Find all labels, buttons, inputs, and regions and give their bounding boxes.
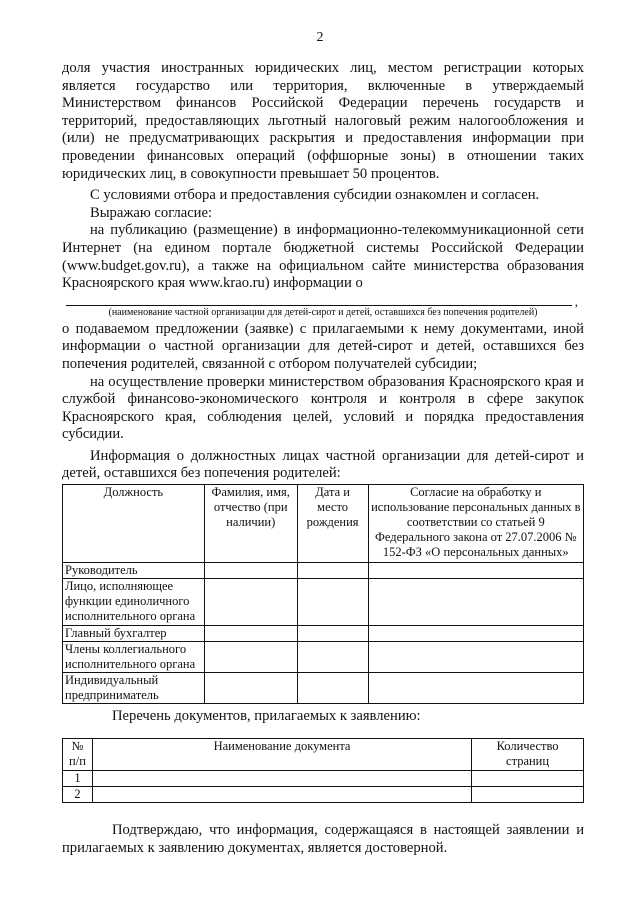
table-row	[63, 787, 584, 803]
table-row	[63, 626, 584, 642]
table-row	[63, 673, 584, 704]
cell-empty[interactable]	[472, 771, 584, 787]
paragraph-consent-heading: Выражаю согласие:	[90, 204, 213, 221]
paragraph-documents-intro: Перечень документов, прилагаемых к заявлению:	[112, 708, 421, 724]
cell-empty[interactable]	[368, 579, 583, 626]
table-row	[63, 642, 584, 673]
cell-empty[interactable]	[297, 642, 368, 673]
cell-empty[interactable]	[297, 579, 368, 626]
paragraph-conditions-acknowledged: С условиями отбора и предоставления субсидии ознакомлен и согласен.	[90, 187, 540, 204]
officials-table	[62, 484, 584, 704]
header-full-name: Фамилия, имя, отчество (при наличии)	[204, 485, 297, 563]
row-position: Руководитель	[63, 563, 205, 579]
paragraph-proposal-info: о подаваемом предложении (заявке) с прилагаемыми к нему документами, иной информации о частной организации для детей-сирот и детей, оставшихся без попечения родителей, связанной с отбором получателей субсидии;	[62, 320, 584, 372]
paragraph-confirmation: Подтверждаю, что информация, содержащаяся в настоящей заявлении и прилагаемых к заявлению документах, является достоверной.	[62, 822, 584, 856]
cell-empty[interactable]	[297, 563, 368, 579]
cell-empty[interactable]	[204, 579, 297, 626]
paragraph-officials-intro: Информация о должностных лицах частной организации для детей-сирот и детей, оставшихся без попечения родителей:	[62, 447, 584, 482]
header-position: Должность	[63, 485, 205, 563]
table-row	[63, 579, 584, 626]
row-position: Лицо, исполняющее функции единоличного исполнительного органа	[63, 579, 205, 626]
cell-empty[interactable]	[297, 626, 368, 642]
cell-empty[interactable]	[204, 673, 297, 704]
header-page-count: Количество страниц	[472, 739, 584, 771]
documents-table-header	[63, 739, 584, 771]
row-position: Члены коллегиального исполнительного органа	[63, 642, 205, 673]
header-document-name: Наименование документа	[92, 739, 471, 771]
row-number: 2	[63, 787, 93, 803]
cell-empty[interactable]	[92, 771, 471, 787]
organization-name-caption: (наименование частной организации для детей-сирот и детей, оставшихся без попечения родителей)	[108, 306, 538, 318]
cell-empty[interactable]	[92, 787, 471, 803]
cell-empty[interactable]	[368, 642, 583, 673]
row-number: 1	[63, 771, 93, 787]
document-body	[62, 60, 584, 483]
cell-empty[interactable]	[204, 626, 297, 642]
officials-table-header	[63, 485, 584, 563]
header-birth: Дата и место рождения	[297, 485, 368, 563]
paragraph-consent-inspection: на осуществление проверки министерством образования Красноярского края и службой финансово-экономического контроля и контроля в сфере закупок Красноярского края, соблюдения целей, условий и порядка предоставления субсидии.	[62, 373, 584, 443]
header-consent: Согласие на обработку и использование персональных данных в соответствии со статьей 9 Федерального закона от 27.07.2006 № 152-ФЗ «О персональных данных»	[368, 485, 583, 563]
line-comma: ,	[574, 293, 578, 309]
documents-table	[62, 738, 584, 803]
table-row	[63, 771, 584, 787]
cell-empty[interactable]	[368, 673, 583, 704]
cell-empty[interactable]	[204, 642, 297, 673]
cell-empty[interactable]	[204, 563, 297, 579]
cell-empty[interactable]	[368, 626, 583, 642]
cell-empty[interactable]	[297, 673, 368, 704]
cell-empty[interactable]	[472, 787, 584, 803]
cell-empty[interactable]	[368, 563, 583, 579]
header-number: № п/п	[63, 739, 93, 771]
page-number: 2	[316, 30, 324, 45]
table-row	[63, 563, 584, 579]
paragraph-consent-publication: на публикацию (размещение) в информационно-телекоммуникационной сети Интернет (на едином портале бюджетной системы Российской Федерации (www.budget.gov.ru), а также на официальном сайте министерства образования Красноярского края www.krao.ru) информации о	[62, 222, 584, 292]
row-position: Индивидуальный предприниматель	[63, 673, 205, 704]
row-position: Главный бухгалтер	[63, 626, 205, 642]
paragraph-offshore-share: доля участия иностранных юридических лиц, местом регистрации которых является государство или территория, включенные в утверждаемый Министерством финансов Российской Федерации перечень государств и территорий, предоставляющих льготный налоговый режим налогообложения и (или) не предусматривающих раскрытия и предоставления информации при проведении финансовых операций (оффшорные зоны) в отношении таких юридических лиц, в совокупности превышает 50 процентов.	[62, 60, 584, 182]
organization-name-line	[66, 293, 578, 309]
